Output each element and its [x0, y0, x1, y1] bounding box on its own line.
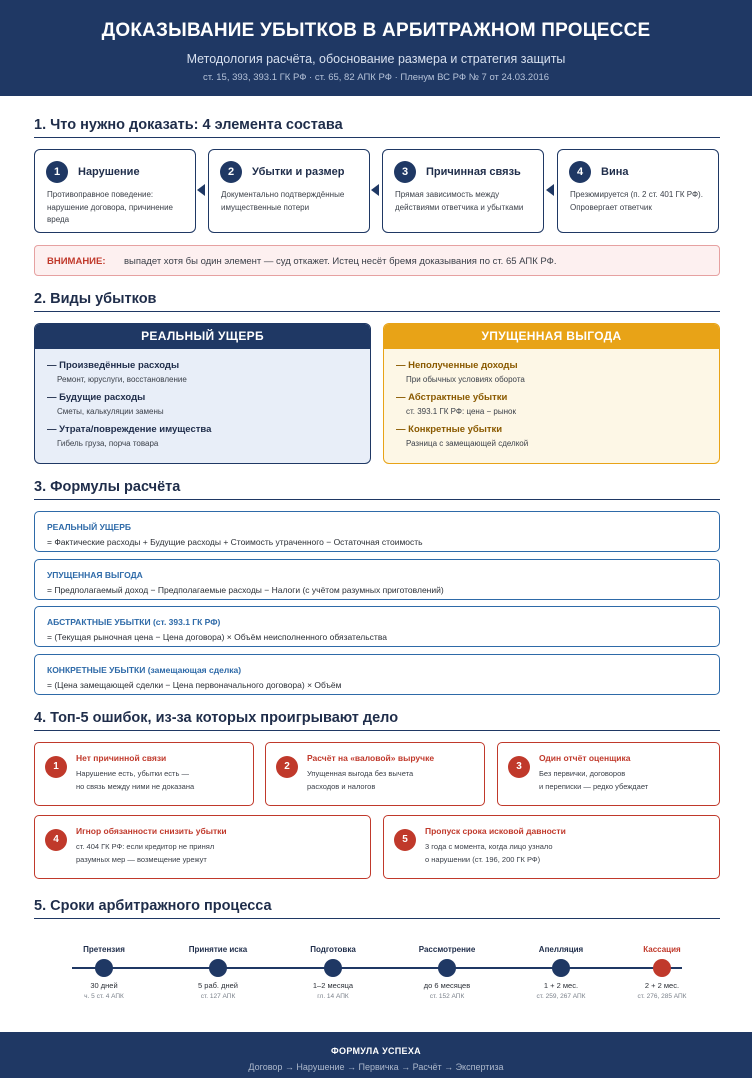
warning-label: ВНИМАНИЕ:: [47, 256, 106, 267]
section-4-title: 4. Топ-5 ошибок, из-за которых проигрывают дело: [34, 710, 720, 731]
formula-card: [34, 606, 720, 647]
error-title: Пропуск срока исковой давности: [425, 826, 566, 836]
error-description-line: Без первички, договоров: [539, 769, 626, 778]
element-title: Убытки и размер: [252, 166, 345, 178]
section-5-title: 5. Сроки арбитражного процесса: [34, 898, 720, 919]
formula-title: АБСТРАКТНЫЕ УБЫТКИ (ст. 393.1 ГК РФ): [47, 617, 221, 627]
warning-text: выпадет хотя бы один элемент — суд откажет. Истец несёт бремя доказывания по ст. 65 АПК РФ.: [124, 256, 557, 267]
formula-expression: = Фактические расходы + Будущие расходы + Стоимость утраченного − Остаточная стоимость: [47, 537, 423, 547]
lost-profit-heading: УПУЩЕННАЯ ВЫГОДА: [384, 324, 719, 349]
error-number: 5: [394, 829, 416, 851]
stage-marker: [324, 959, 342, 977]
element-description: Документально подтверждённые имущественные потери: [221, 190, 345, 212]
list-item-title: — Произведённые расходы: [47, 360, 180, 371]
error-description: [425, 841, 705, 866]
real-damage-heading: РЕАЛЬНЫЙ УЩЕРБ: [35, 324, 370, 349]
error-description-line: 3 года с момента, когда лицо узнало: [425, 842, 553, 851]
stage-marker: [552, 959, 570, 977]
error-description-line: Нарушение есть, убытки есть —: [76, 769, 189, 778]
list-item-description: Гибель груза, порча товара: [57, 439, 159, 448]
arrow-left-icon: [546, 184, 554, 196]
element-card-violation: [34, 149, 196, 233]
element-title: Вина: [601, 166, 629, 178]
list-item-title: — Абстрактные убытки: [396, 392, 508, 403]
stage-reference: ст. 152 АПК: [429, 993, 465, 1000]
footer-banner: [0, 1032, 752, 1078]
section-1-title: 1. Что нужно доказать: 4 элемента состава: [34, 117, 720, 138]
stage-marker: [438, 959, 456, 977]
element-description: Прямая зависимость между действиями ответчика и убытками: [395, 190, 524, 212]
stage-reference: ст. 259, 267 АПК: [536, 993, 586, 1000]
element-card-guilt: [557, 149, 719, 233]
element-description: Противоправное поведение: нарушение договора, причинение вреда: [47, 190, 174, 224]
lost-profit-box: [383, 323, 720, 464]
section-3-title: 3. Формулы расчёта: [34, 479, 720, 500]
error-title: Один отчёт оценщика: [539, 753, 631, 763]
stage-name: Рассмотрение: [418, 945, 476, 954]
arrow-left-icon: [371, 184, 379, 196]
footer-title: ФОРМУЛА УСПЕХА: [331, 1046, 421, 1056]
formula-card: [34, 559, 720, 600]
stage-reference: ст. 127 АПК: [200, 993, 236, 1000]
error-description-line: о нарушении (ст. 196, 200 ГК РФ): [425, 854, 541, 864]
stage-duration: 2 + 2 мес.: [644, 981, 680, 990]
error-description-line: но связь между ними не доказана: [76, 781, 195, 791]
error-description-line: ст. 404 ГК РФ: если кредитор не принял: [76, 842, 215, 851]
stage-duration: 1–2 месяца: [312, 981, 354, 990]
element-card-damages: [208, 149, 370, 233]
list-item-description: Разница с замещающей сделкой: [406, 439, 529, 448]
element-number: 3: [394, 161, 416, 183]
list-item-description: При обычных условиях оборота: [406, 375, 525, 384]
stage-name: Апелляция: [538, 945, 584, 954]
section-2-title: 2. Виды убытков: [34, 291, 720, 312]
stage-marker: [653, 959, 671, 977]
list-item-description: Сметы, калькуляции замены: [57, 407, 164, 416]
error-title: Игнор обязанности снизить убытки: [76, 826, 227, 836]
element-description: Презюмируется (п. 2 ст. 401 ГК РФ). Опровергает ответчик: [570, 190, 703, 212]
error-card: [34, 742, 254, 806]
footer-formula: Договор → Нарушение → Первичка → Расчёт → Экспертиза: [248, 1062, 504, 1072]
formula-expression: = (Цена замещающей сделки − Цена первоначального договора) × Объём: [47, 680, 342, 690]
element-card-causation: [382, 149, 544, 233]
list-item-title: — Неполученные доходы: [396, 360, 518, 371]
element-number: 2: [220, 161, 242, 183]
real-damage-box: [34, 323, 371, 464]
error-description-line: расходов и налогов: [307, 781, 376, 791]
list-item-title: — Утрата/повреждение имущества: [47, 424, 212, 435]
stage-name: Кассация: [643, 945, 681, 954]
error-number: 1: [45, 756, 67, 778]
stage-marker: [95, 959, 113, 977]
stage-name: Принятие иска: [188, 945, 248, 954]
error-description: [76, 841, 356, 866]
stage-reference: ст. 276, 285 АПК: [637, 993, 687, 1000]
element-number: 4: [569, 161, 591, 183]
stage-duration: 1 + 2 мес.: [543, 981, 579, 990]
list-item-description: ст. 393.1 ГК РФ: цена − рынок: [406, 407, 516, 416]
error-description: [539, 768, 719, 793]
page-title: ДОКАЗЫВАНИЕ УБЫТКОВ В АРБИТРАЖНОМ ПРОЦЕССЕ: [101, 20, 651, 41]
error-description-line: Упущенная выгода без вычета: [307, 769, 414, 778]
error-description: [307, 768, 487, 793]
error-title: Нет причинной связи: [76, 753, 167, 763]
error-number: 2: [276, 756, 298, 778]
error-card: [265, 742, 485, 806]
error-card: [34, 815, 371, 879]
error-title: Расчёт на «валовой» выручке: [307, 753, 435, 763]
header-banner: [0, 0, 752, 96]
arrow-left-icon: [197, 184, 205, 196]
stage-duration: до 6 месяцев: [423, 981, 471, 990]
list-item-description: Ремонт, юруслуги, восстановление: [57, 375, 187, 384]
stage-duration: 5 раб. дней: [198, 981, 238, 990]
error-description: [76, 768, 256, 793]
formula-card: [34, 654, 720, 695]
formula-expression: = (Текущая рыночная цена − Цена договора) × Объём неисполненного обязательства: [47, 632, 387, 642]
formula-title: УПУЩЕННАЯ ВЫГОДА: [47, 570, 143, 580]
formula-title: КОНКРЕТНЫЕ УБЫТКИ (замещающая сделка): [47, 665, 242, 675]
page-subtitle: Методология расчёта, обоснование размера и стратегия защиты: [186, 52, 566, 66]
stage-reference: гл. 14 АПК: [317, 993, 349, 1000]
warning-banner: [34, 245, 720, 276]
formula-card: [34, 511, 720, 552]
stage-reference: ч. 5 ст. 4 АПК: [84, 993, 124, 1000]
error-number: 3: [508, 756, 530, 778]
error-number: 4: [45, 829, 67, 851]
stage-name: Подготовка: [310, 945, 356, 954]
legal-references: ст. 15, 393, 393.1 ГК РФ · ст. 65, 82 АПК РФ · Пленум ВС РФ № 7 от 24.03.2016: [202, 72, 550, 83]
error-card: [497, 742, 720, 806]
element-number: 1: [46, 161, 68, 183]
stage-duration: 30 дней: [90, 981, 118, 990]
stage-marker: [209, 959, 227, 977]
list-item-title: — Конкретные убытки: [396, 424, 503, 435]
element-title: Причинная связь: [426, 166, 521, 178]
error-description-line: разумных мер — возмещение урежут: [76, 854, 207, 864]
stage-name: Претензия: [83, 945, 125, 954]
error-description-line: и переписки — редко убеждает: [539, 781, 649, 791]
list-item-title: — Будущие расходы: [47, 392, 146, 403]
error-card: [383, 815, 720, 879]
formula-title: РЕАЛЬНЫЙ УЩЕРБ: [47, 522, 131, 532]
formula-expression: = Предполагаемый доход − Предполагаемые расходы − Налоги (с учётом разумных приготовлений): [47, 585, 444, 595]
timeline-line: [72, 967, 682, 969]
element-title: Нарушение: [78, 166, 140, 178]
